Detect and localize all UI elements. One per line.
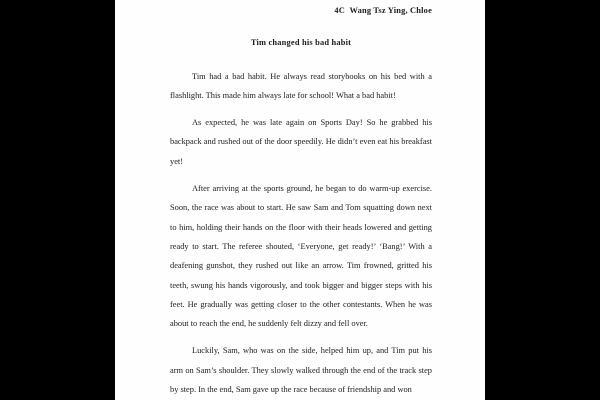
essay-body bbox=[170, 67, 432, 400]
document-page bbox=[115, 0, 485, 400]
essay-paragraph: As expected, he was late again on Sports Day! So he grabbed his backpack and rushed out of the door speedily. He didn’t even eat his breakfast yet! bbox=[170, 118, 432, 166]
essay-paragraph: After arriving at the sports ground, he began to do warm-up exercise. Soon, the race was about to start. He saw Sam and Tom squatting down next to him, holding their hands on the floor with their heads lowered and getting ready to start. The referee shouted, ‘Everyone, get ready!’ ‘Bang!’ With a deafening gunshot, they rushed out like an arrow. Tim frowned, gritted his teeth, swung his hands vigorously, and took bigger and bigger steps with his feet. He gradually was getting closer to the other contestants. When he was about to reach the end, he suddenly felt dizzy and fell over. bbox=[170, 184, 432, 329]
student-name-heading: 4C Wang Tsz Ying, Chloe bbox=[334, 6, 432, 15]
essay-title: Tim changed his bad habit bbox=[250, 38, 352, 48]
essay-paragraph: Luckily, Sam, who was on the side, helped him up, and Tim put his arm on Sam’s shoulder. They slowly walked through the end of the track step by step. In the end, Sam gave up the race because of friendship and won bbox=[170, 346, 432, 395]
page-content bbox=[115, 1, 485, 399]
essay-paragraph: Tim had a bad habit. He always read storybooks on his bed with a flashlight. This made him always late for school! What a bad habit! bbox=[170, 71, 432, 100]
